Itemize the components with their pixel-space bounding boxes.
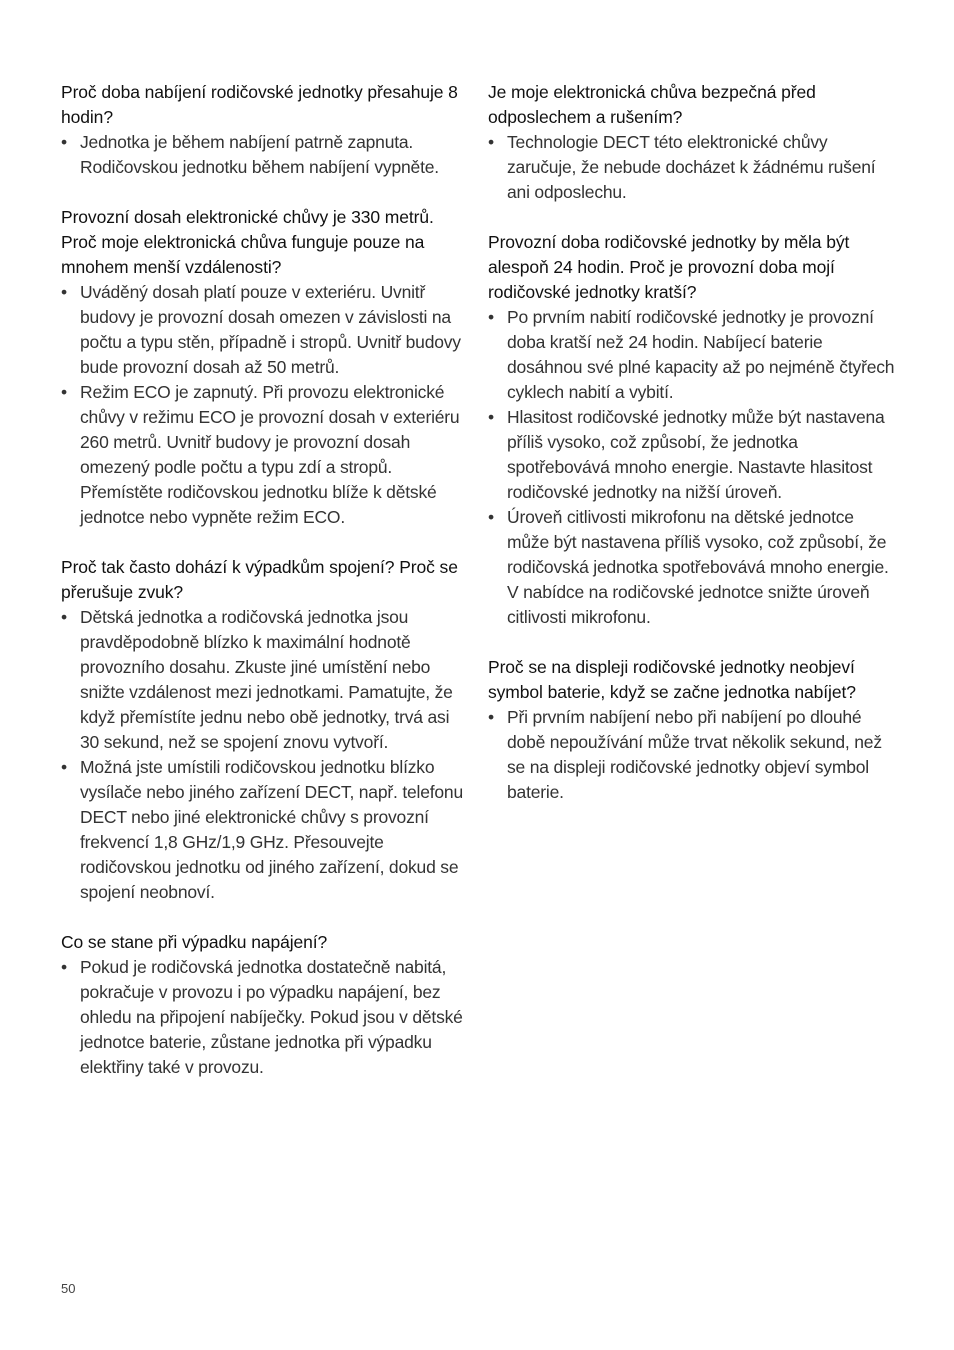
- bullet-icon: •: [61, 757, 67, 777]
- faq-section: [61, 205, 471, 530]
- faq-answer: [488, 705, 898, 805]
- faq-answer-text: Dětská jednotka a rodičovská jednotka jsou pravděpodobně blízko k maximální hodnotě provozního dosahu. Zkuste jiné umístění nebo snižte vzdálenost mezi jednotkami. Pamatujte, že když přemístíte jednu nebo obě jednotky, trvá asi 30 sekund, než se spojení znovu vytvoří.: [80, 607, 453, 752]
- faq-answer-list: [488, 705, 898, 805]
- faq-answer-list: [488, 130, 898, 205]
- faq-section: [488, 80, 898, 205]
- faq-question: Provozní dosah elektronické chůvy je 330 metrů. Proč moje elektronická chůva funguje pouze na mnohem menší vzdálenosti?: [61, 207, 434, 277]
- faq-question: Co se stane při výpadku napájení?: [61, 932, 328, 952]
- faq-answer-text: Možná jste umístili rodičovskou jednotku blízko vysílače nebo jiného zařízení DECT, např. telefonu DECT nebo jiné elektronické chůvy s provozní frekvencí 1,8 GHz/1,9 GHz. Přesouvejte rodičovskou jednotku od jiného zařízení, dokud se spojení neobnoví.: [80, 757, 463, 902]
- faq-answer-list: [61, 955, 471, 1080]
- faq-answer-text: Hlasitost rodičovské jednotky může být nastavena příliš vysoko, což způsobí, že jednotka spotřebovává mnoho energie. Nastavte hlasitost rodičovské jednotky na nižší úroveň.: [507, 407, 885, 502]
- bullet-icon: •: [61, 957, 67, 977]
- left-column: [61, 80, 471, 1105]
- faq-answer-text: Režim ECO je zapnutý. Při provozu elektronické chůvy v režimu ECO je provozní dosah v exteriéru 260 metrů. Uvnitř budovy je provozní dosah omezený podle počtu a typu zdí a stropů. Přemístěte rodičovskou jednotku blíže k dětské jednotce nebo vypněte režim ECO.: [80, 382, 460, 527]
- faq-question: Provozní doba rodičovské jednotky by měla být alespoň 24 hodin. Proč je provozní doba mojí rodičovské jednotky kratší?: [488, 232, 850, 302]
- faq-answer-text: Uváděný dosah platí pouze v exteriéru. Uvnitř budovy je provozní dosah omezen v závislosti na počtu a typu stěn, případně i stropů. Uvnitř budovy bude provozní dosah až 50 metrů.: [80, 282, 461, 377]
- faq-answer: [488, 130, 898, 205]
- faq-answer: [61, 955, 471, 1080]
- faq-question: Je moje elektronická chůva bezpečná před odposlechem a rušením?: [488, 82, 816, 127]
- faq-section: [488, 655, 898, 805]
- faq-answer: [61, 605, 471, 755]
- faq-answer: [61, 130, 471, 180]
- bullet-icon: •: [488, 307, 494, 327]
- faq-answer: [488, 505, 898, 630]
- faq-answer: [61, 280, 471, 380]
- bullet-icon: •: [61, 607, 67, 627]
- faq-answer-list: [61, 130, 471, 180]
- faq-question: Proč tak často dohází k výpadkům spojení? Proč se přerušuje zvuk?: [61, 557, 458, 602]
- page-number: 50: [61, 1281, 76, 1296]
- faq-answer: [488, 405, 898, 505]
- faq-answer: [61, 380, 471, 530]
- faq-answer-text: Jednotka je během nabíjení patrně zapnuta. Rodičovskou jednotku během nabíjení vypněte.: [80, 132, 439, 177]
- bullet-icon: •: [488, 407, 494, 427]
- faq-answer-list: [61, 280, 471, 530]
- faq-answer: [488, 305, 898, 405]
- faq-answer-list: [488, 305, 898, 630]
- faq-section: [61, 80, 471, 180]
- bullet-icon: •: [61, 132, 67, 152]
- faq-question: Proč se na displeji rodičovské jednotky neobjeví symbol baterie, když se začne jednotka nabíjet?: [488, 657, 856, 702]
- faq-answer-text: Při prvním nabíjení nebo při nabíjení po dlouhé době nepoužívání může trvat několik sekund, než se na displeji rodičovské jednotky objeví symbol baterie.: [507, 707, 882, 802]
- faq-answer-text: Pokud je rodičovská jednotka dostatečně nabitá, pokračuje v provozu i po výpadku napájení, bez ohledu na připojení nabíječky. Pokud jsou v dětské jednotce baterie, zůstane jednotka při výpadku elektřiny také v provozu.: [80, 957, 463, 1077]
- faq-answer-text: Úroveň citlivosti mikrofonu na dětské jednotce může být nastavena příliš vysoko, což způsobí, že rodičovská jednotka spotřebovává mnoho energie. V nabídce na rodičovské jednotce snižte úroveň citlivosti mikrofonu.: [507, 507, 889, 627]
- faq-answer-list: [61, 605, 471, 905]
- bullet-icon: •: [488, 507, 494, 527]
- faq-answer-text: Technologie DECT této elektronické chůvy zaručuje, že nebude docházet k žádnému rušení ani odposlechu.: [507, 132, 876, 202]
- right-column: [488, 80, 898, 830]
- bullet-icon: •: [61, 282, 67, 302]
- faq-section: [61, 555, 471, 905]
- faq-section: [61, 930, 471, 1080]
- bullet-icon: •: [61, 382, 67, 402]
- faq-answer: [61, 755, 471, 905]
- bullet-icon: •: [488, 132, 494, 152]
- faq-answer-text: Po prvním nabití rodičovské jednotky je provozní doba kratší než 24 hodin. Nabíjecí baterie dosáhnou své plné kapacity až po nejméně čtyřech cyklech nabití a vybití.: [507, 307, 895, 402]
- faq-section: [488, 230, 898, 630]
- bullet-icon: •: [488, 707, 494, 727]
- faq-question: Proč doba nabíjení rodičovské jednotky přesahuje 8 hodin?: [61, 82, 458, 127]
